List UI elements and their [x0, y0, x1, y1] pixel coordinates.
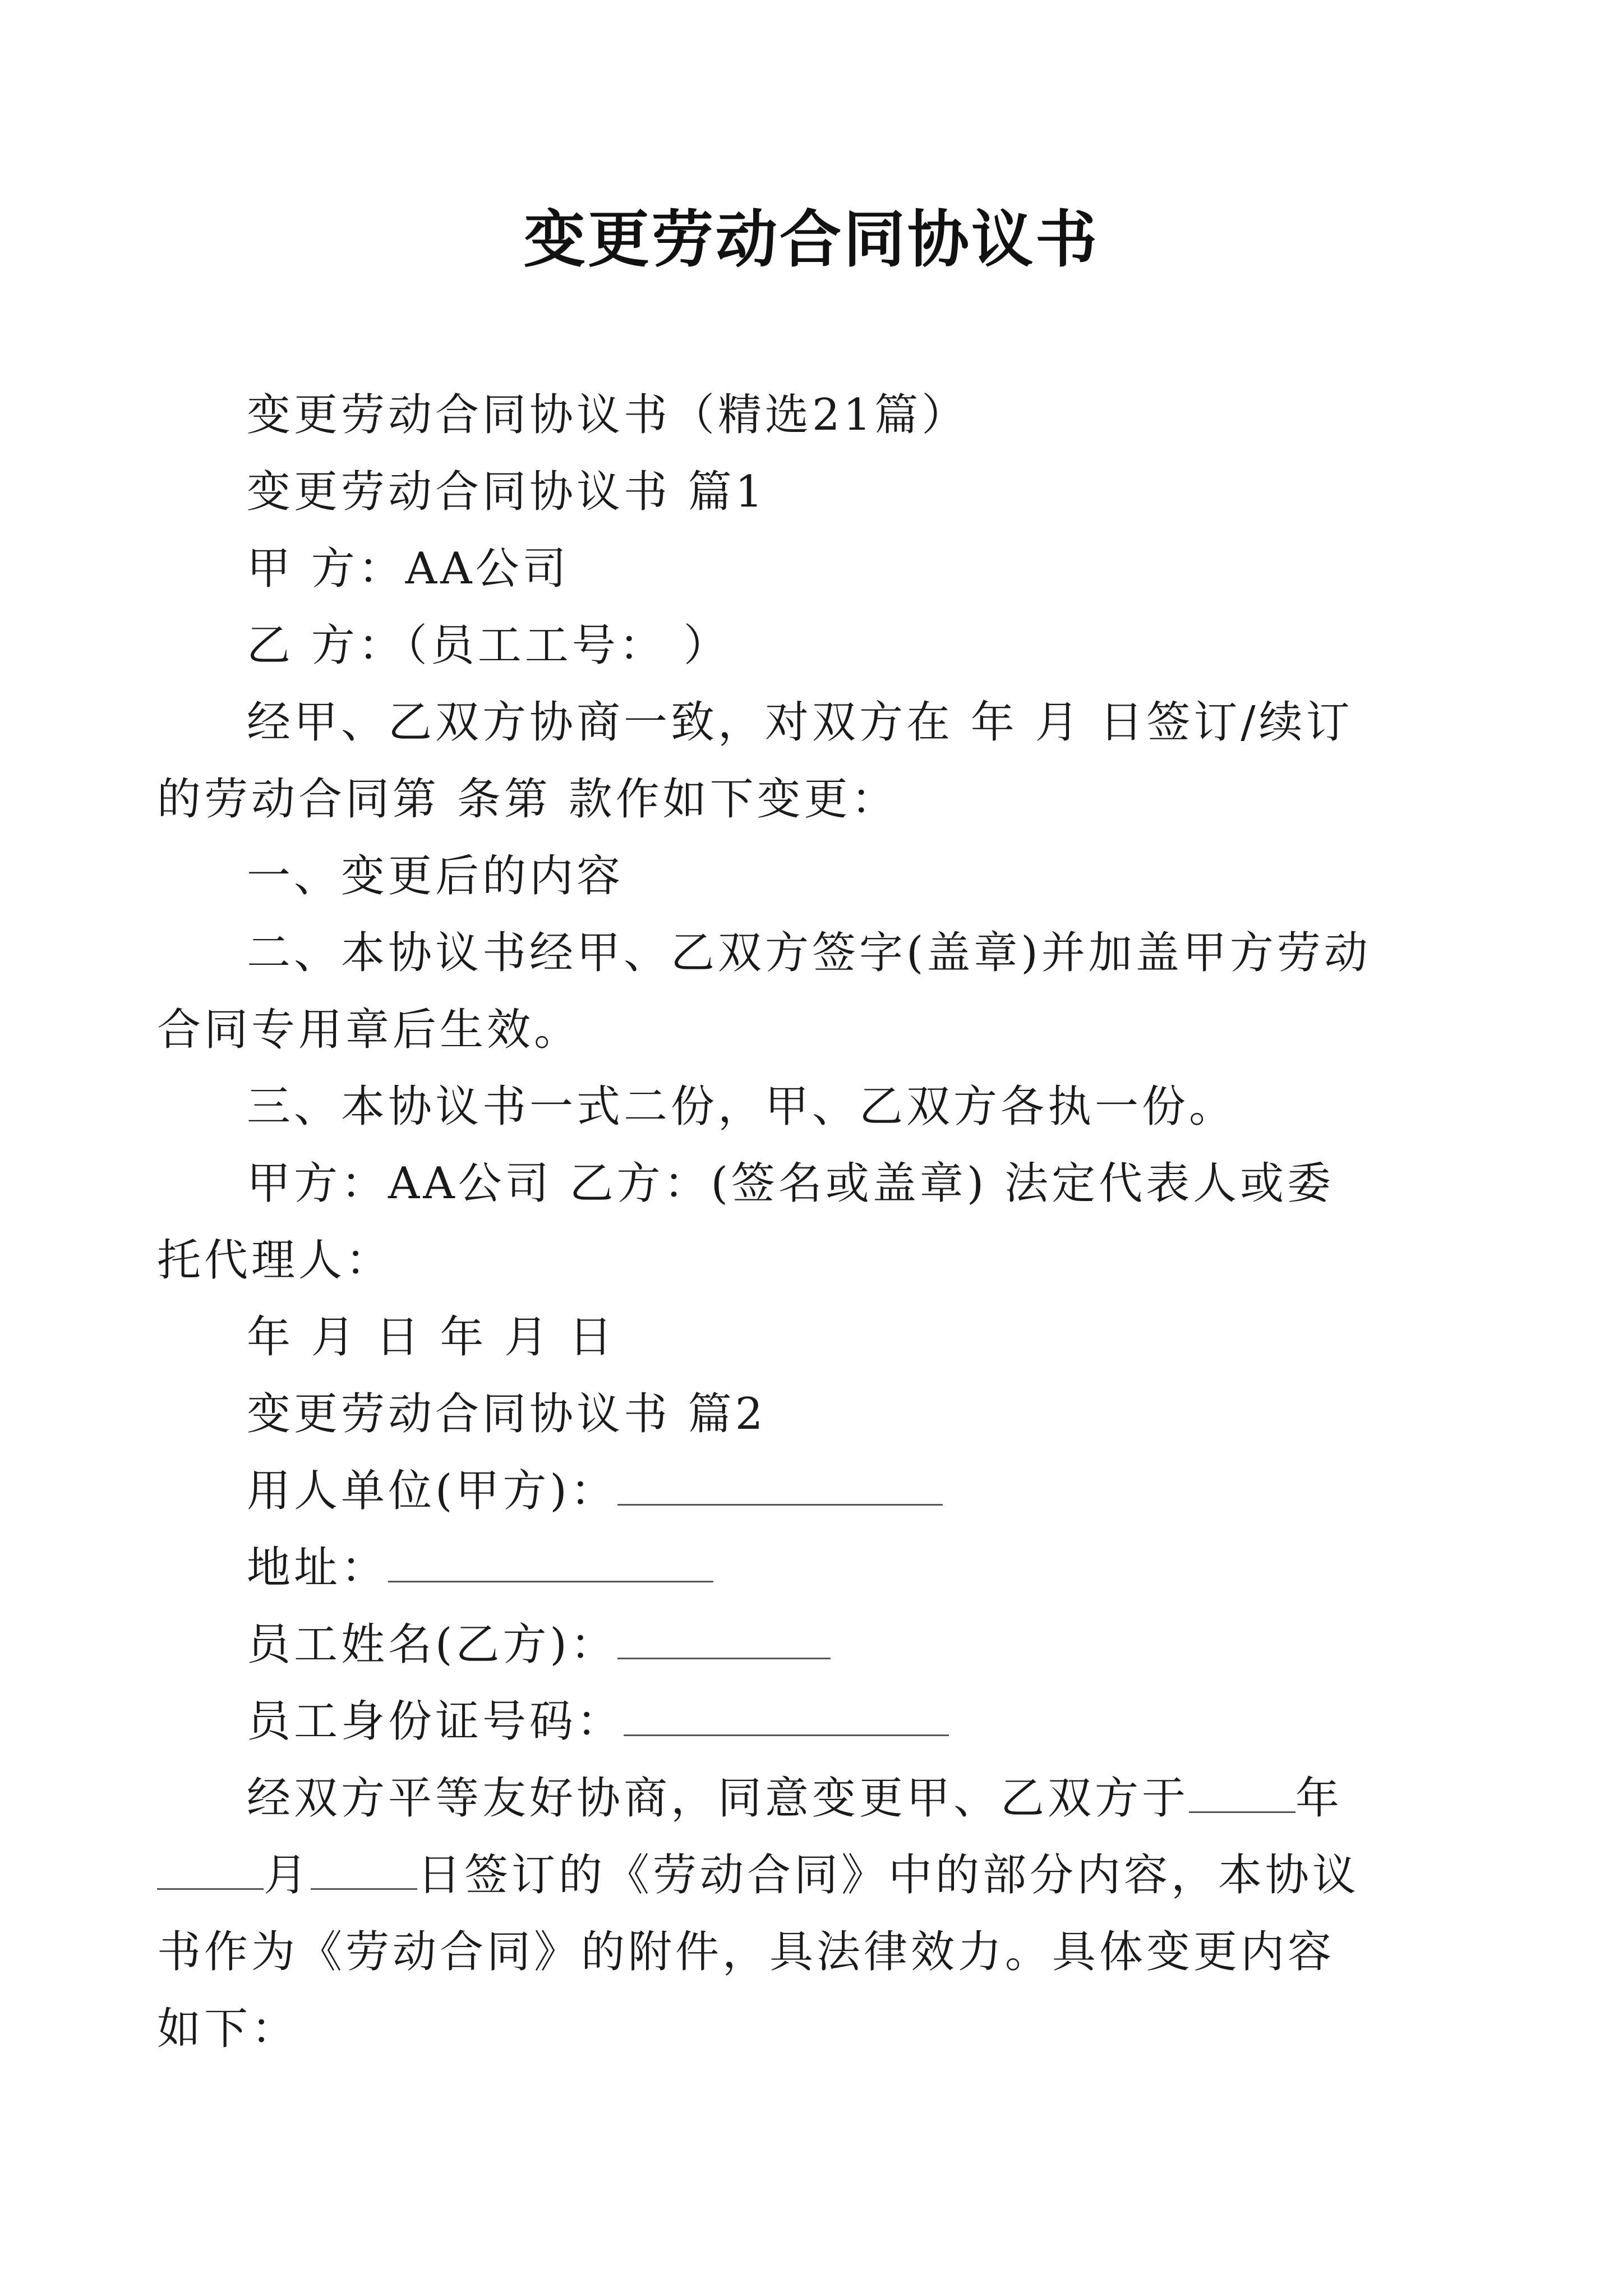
clause-one: 一、变更后的内容: [247, 851, 624, 901]
day-blank: [311, 1849, 417, 1890]
employer-blank: [617, 1465, 943, 1506]
month-blank: [157, 1849, 264, 1890]
employer-label: 用人单位(甲方)：: [247, 1466, 617, 1516]
subtitle-line: 变更劳动合同协议书（精选21篇）: [247, 390, 969, 440]
party-b-line: 乙 方：（员工工号： ）: [247, 620, 731, 671]
section-heading-1: 变更劳动合同协议书 篇1: [247, 467, 767, 517]
employer-field: [247, 1453, 1380, 1530]
section-heading-2: 变更劳动合同协议书 篇2: [247, 1389, 767, 1439]
change-text-start: 经双方平等友好协商，同意变更甲、乙双方于: [247, 1773, 1189, 1824]
address-field: [247, 1530, 1380, 1607]
year-label: 年: [1295, 1773, 1343, 1824]
signature-paragraph: 甲方：AA公司 乙方：(签名或盖章) 法定代表人或委托代理人：: [157, 1158, 1335, 1286]
id-number-blank: [624, 1695, 949, 1736]
date-line: 年 月 日 年 月 日: [247, 1312, 616, 1363]
party-a-line: 甲 方：AA公司: [247, 544, 570, 594]
address-label: 地址：: [247, 1543, 389, 1593]
clause-two: 二、本协议书经甲、乙双方签字(盖章)并加盖甲方劳动合同专用章后生效。: [157, 928, 1371, 1055]
change-text-end: 日签订的《劳动合同》中的部分内容，本协议书作为《劳动合同》的附件，具法律效力。具体变更内容如下：: [157, 1850, 1360, 2054]
year-blank: [1189, 1772, 1295, 1813]
id-number-field: [247, 1683, 1380, 1760]
document-title: 变更劳动合同协议书: [524, 203, 1099, 275]
employee-name-label: 员工姓名(乙方)：: [247, 1619, 617, 1670]
id-number-label: 员工身份证号码：: [247, 1696, 624, 1747]
address-blank: [388, 1542, 713, 1582]
employee-name-field: [247, 1607, 1380, 1683]
month-label: 月: [264, 1850, 311, 1901]
employee-name-blank: [617, 1618, 831, 1659]
change-paragraph: [157, 1760, 1380, 2068]
clause-three: 三、本协议书一式二份，甲、乙双方各执一份。: [247, 1082, 1237, 1132]
agreement-paragraph: 经甲、乙双方协商一致，对双方在 年 月 日签订/续订的劳动合同第 条第 款作如下变更：: [157, 697, 1353, 825]
